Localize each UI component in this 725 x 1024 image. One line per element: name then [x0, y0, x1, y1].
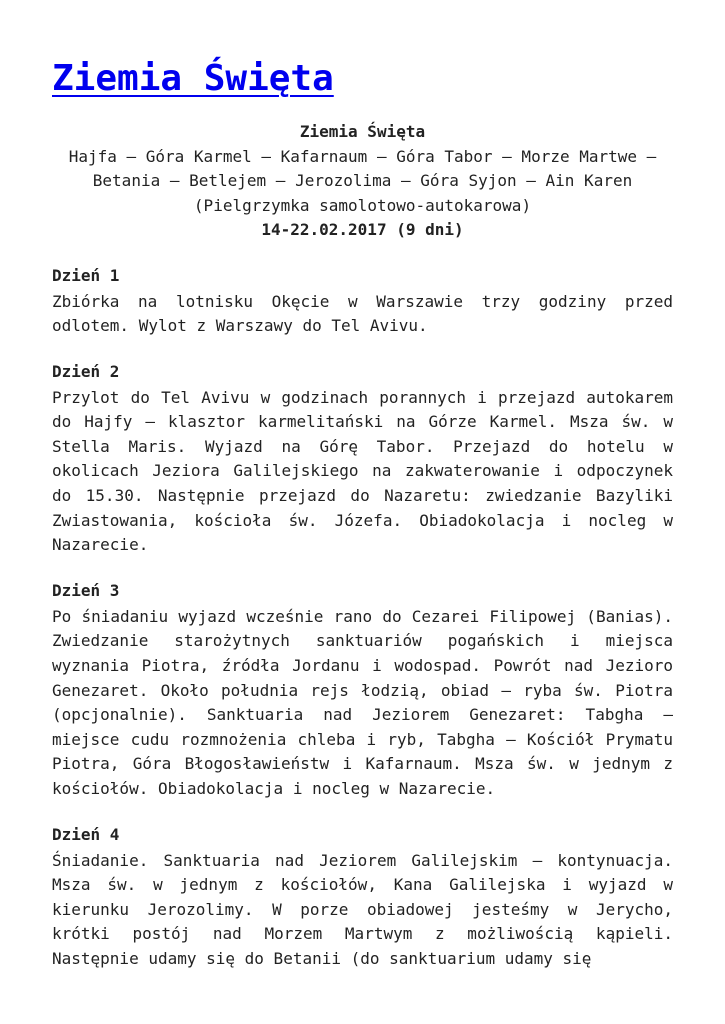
day-heading: Dzień 3	[52, 580, 120, 600]
day-section-4	[52, 823, 673, 972]
day-section-3	[52, 579, 673, 802]
day-heading: Dzień 4	[52, 824, 120, 844]
day-text: Po śniadaniu wyjazd wcześnie rano do Cezarei Filipowej (Banias). Zwiedzanie starożytnych sanktuariów pogańskich i miejsca wyznania Piotra, źródła Jordanu i wodospad. Powrót nad Jezioro Genezaret. Około południa rejs łodzią, obiad – ryba św. Piotra (opcjonalnie). Sanktuaria nad Jeziorem Genezaret: Tabgha – miejsce cudu rozmnożenia chleba i ryb, Tabgha – Kościół Prymatu Piotra, Góra Błogosławieństw i Kafarnaum. Msza św. w jednym z kościołów. Obiadokolacja i nocleg w Nazarecie.	[52, 606, 673, 798]
trip-type: (Pielgrzymka samolotowo-autokarowa)	[193, 195, 532, 215]
day-heading: Dzień 2	[52, 361, 120, 381]
day-section-2	[52, 360, 673, 558]
trip-route: Hajfa – Góra Karmel – Kafarnaum – Góra Tabor – Morze Martwe – Betania – Betlejem – Jerozolima – Góra Syjon – Ain Karen	[68, 146, 657, 190]
day-text: Zbiórka na lotnisku Okęcie w Warszawie trzy godziny przed odlotem. Wylot z Warszawy do Tel Avivu.	[52, 291, 673, 336]
document-page	[52, 58, 673, 972]
trip-dates: 14-22.02.2017 (9 dni)	[261, 220, 464, 239]
trip-name: Ziemia Święta	[299, 122, 426, 141]
page-title-link[interactable]: Ziemia Święta	[52, 58, 334, 99]
day-text: Śniadanie. Sanktuaria nad Jeziorem Galilejskim – kontynuacja. Msza św. w jednym z kościołów, Kana Galilejska i wyjazd w kierunku Jerozolimy. W porze obiadowej jesteśmy w Jerycho, krótki postój nad Morzem Martwym z możliwością kąpieli. Następnie udamy się do Betanii (do sanktuarium udamy się	[52, 850, 673, 968]
day-heading: Dzień 1	[52, 265, 120, 285]
day-text: Przylot do Tel Avivu w godzinach porannych i przejazd autokarem do Hajfy – klasztor karmelitański na Górze Karmel. Msza św. w Stella Maris. Wyjazd na Górę Tabor. Przejazd do hotelu w okolicach Jeziora Galilejskiego na zakwaterowanie i odpoczynek do 15.30. Następnie przejazd do Nazaretu: zwiedzanie Bazyliki Zwiastowania, kościoła św. Józefa. Obiadokolacja i nocleg w Nazarecie.	[52, 387, 673, 555]
day-section-1	[52, 264, 673, 339]
trip-header	[52, 120, 673, 243]
